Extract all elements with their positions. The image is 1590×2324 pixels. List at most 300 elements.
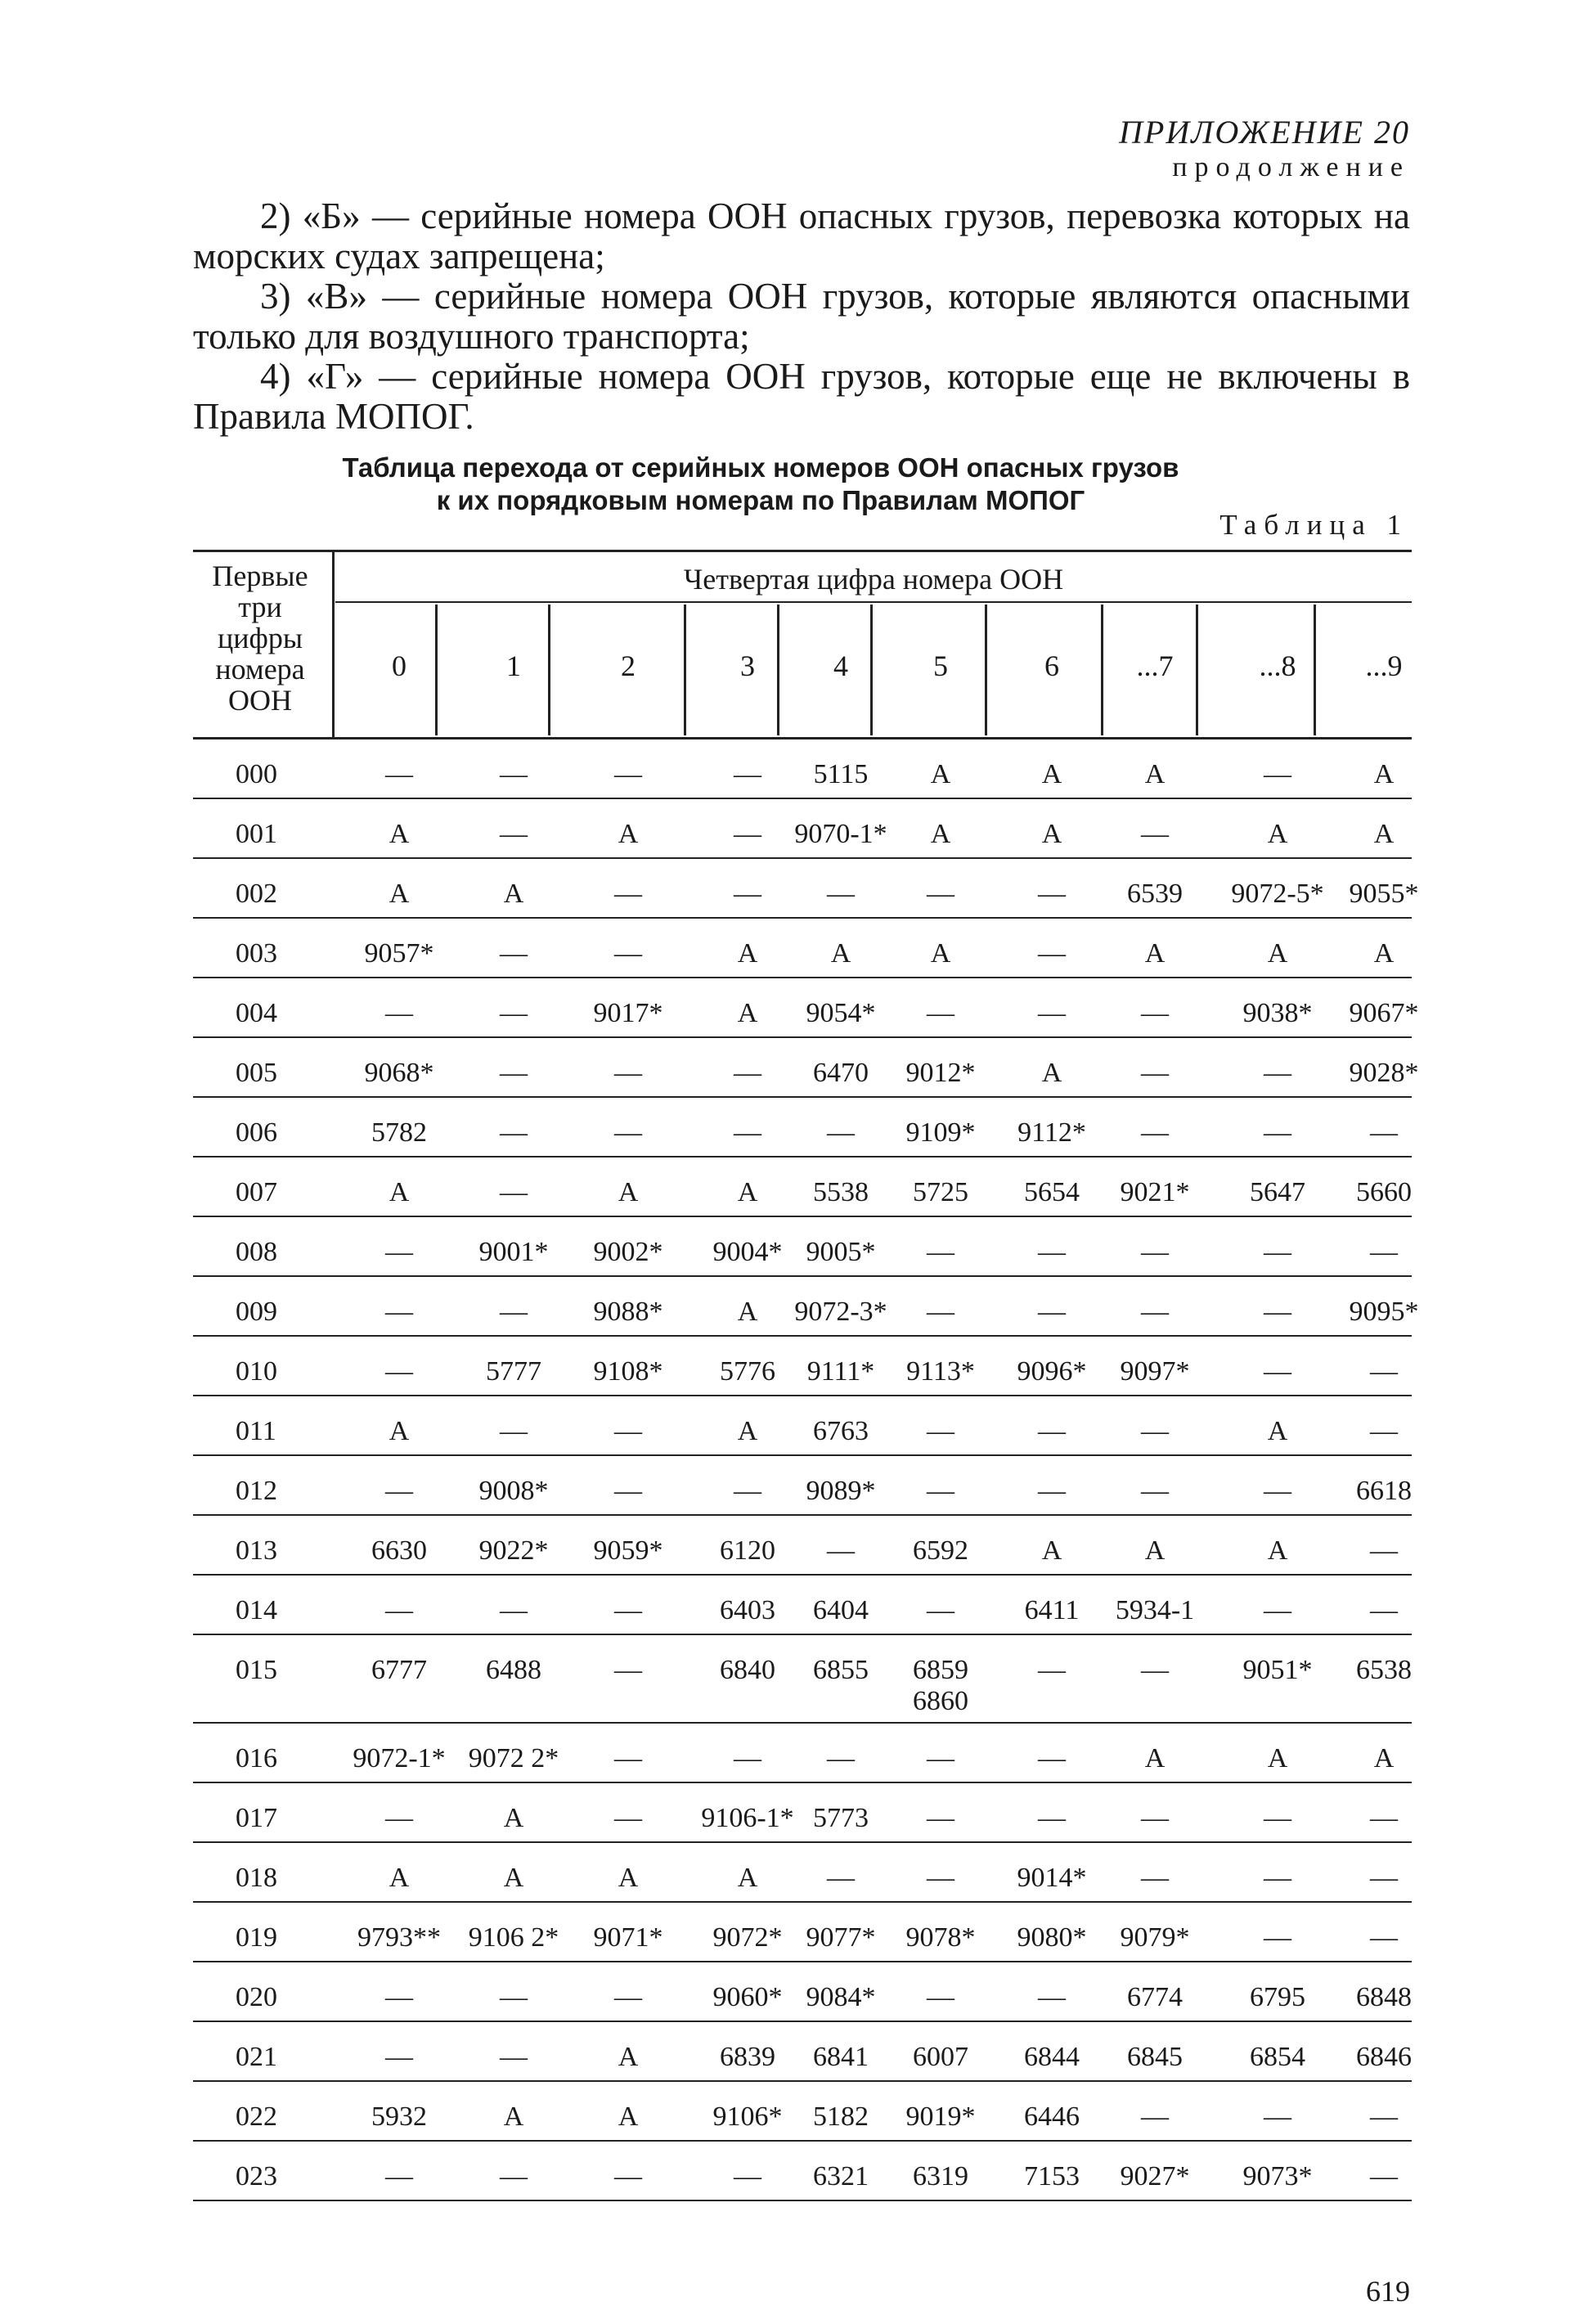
table-cell: — [1141, 1058, 1169, 1088]
row-prefix: 017 [236, 1803, 277, 1833]
table-cell: — [500, 819, 528, 849]
intro-paragraph: 3) «В» — серийные номера ООН грузов, которые являются опасными только для воздушного транспорта; [193, 276, 1410, 357]
table-cell: 5782 [371, 1117, 427, 1148]
table-cell: — [734, 1058, 761, 1088]
row-prefix: 002 [236, 879, 277, 909]
table-cell: 9051* [1242, 1655, 1313, 1685]
table-cell: 6446 [1024, 2101, 1080, 2132]
table-row [193, 799, 1412, 859]
table-cell: 9067* [1349, 998, 1419, 1028]
table-cell: 9070-1* [794, 819, 887, 849]
digit-header-6: 6 [1044, 650, 1059, 682]
table-cell: — [385, 1803, 413, 1833]
conversion-table [193, 550, 1419, 2201]
table-cell: — [1370, 1117, 1398, 1148]
table-cell: А [1144, 1535, 1166, 1566]
first-col-header [193, 560, 327, 716]
table-cell: 9113* [906, 1356, 975, 1387]
table-cell: А [618, 1863, 639, 1893]
table-cell: — [1264, 1595, 1291, 1625]
table-cell: — [1264, 1117, 1291, 1148]
table-cell: — [614, 1655, 642, 1685]
table-row [193, 1843, 1412, 1903]
table-cell: — [827, 1117, 855, 1148]
table-cell: 6538 [1356, 1655, 1412, 1685]
column-divider [777, 605, 779, 735]
table-cell: — [614, 2161, 642, 2191]
table-cell: А [1267, 938, 1288, 969]
table-cell: — [1141, 998, 1169, 1028]
digit-header-4: 4 [833, 650, 848, 682]
table-cell: А [737, 1863, 758, 1893]
table-cell: — [614, 759, 642, 789]
table-cell: — [1141, 1476, 1169, 1506]
table-cell: 9088* [593, 1297, 663, 1327]
table-cell: А [389, 1863, 410, 1893]
table-cell: — [734, 759, 761, 789]
table-cell: — [500, 2161, 528, 2191]
table-cell: 9021* [1120, 1177, 1190, 1207]
column-divider [1196, 605, 1198, 735]
table-cell: 6403 [720, 1595, 775, 1625]
table-cell: — [1264, 1237, 1291, 1267]
table-cell: — [385, 1297, 413, 1327]
table-cell: — [614, 1058, 642, 1088]
table-cell: А [1373, 759, 1395, 789]
table-cell: — [1370, 1237, 1398, 1267]
table-cell: — [1141, 1416, 1169, 1446]
table-cell: А [737, 938, 758, 969]
table-cell: 9793** [357, 1922, 441, 1953]
row-prefix: 009 [236, 1297, 277, 1327]
table-cell: — [385, 2161, 413, 2191]
table-cell: 6470 [813, 1058, 869, 1088]
table-cell: — [385, 998, 413, 1028]
table-cell: — [614, 1595, 642, 1625]
table-cell: — [927, 1297, 954, 1327]
table-cell: 9072-1* [353, 1743, 446, 1773]
table-row [193, 919, 1412, 978]
table-cell: А [1267, 1535, 1288, 1566]
table-cell: 9078* [905, 1922, 976, 1953]
table-caption-line: Таблица перехода от серийных номеров ООН опасных грузов [342, 452, 1179, 483]
table-cell: А [1144, 938, 1166, 969]
table-cell: — [385, 759, 413, 789]
column-divider [870, 605, 873, 735]
table-cell: — [927, 998, 954, 1028]
table-cell: А [1041, 759, 1062, 789]
table-cell: — [1370, 2101, 1398, 2132]
table-row [193, 1337, 1412, 1396]
table-row [193, 1903, 1412, 1962]
table-cell: 9111* [806, 1356, 875, 1387]
table-row [193, 1962, 1412, 2022]
table-cell: — [1141, 1297, 1169, 1327]
column-divider [985, 605, 987, 735]
table-cell: — [1038, 998, 1066, 1028]
table-cell: — [827, 1535, 855, 1566]
table-cell: 6855 [813, 1655, 869, 1685]
table-cell: 6795 [1250, 1982, 1305, 2012]
table-cell: 6846 [1356, 2042, 1412, 2072]
table-cell: 5115 [813, 759, 869, 789]
digit-header-5: 5 [933, 650, 948, 682]
table-cell: А [1267, 819, 1288, 849]
table-cell: 5647 [1250, 1177, 1305, 1207]
table-cell: 6007 [913, 2042, 968, 2072]
table-cell: А [737, 1416, 758, 1446]
table-cell: 6854 [1250, 2042, 1305, 2072]
table-cell: А [618, 819, 639, 849]
row-prefix: 007 [236, 1177, 277, 1207]
table-cell: — [614, 879, 642, 909]
intro-paragraph: 2) «Б» — серийные номера ООН опасных грузов, перевозка которых на морских судах запрещена; [193, 196, 1410, 276]
table-cell: А [737, 1297, 758, 1327]
table-cell: — [927, 879, 954, 909]
table-cell: 5934-1 [1115, 1595, 1195, 1625]
table-cell: — [1141, 1803, 1169, 1833]
table-cell: — [927, 1416, 954, 1446]
table-cell: А [830, 938, 851, 969]
row-prefix: 013 [236, 1535, 277, 1566]
table-cell: 9060* [712, 1982, 783, 2012]
table-caption [278, 452, 1243, 517]
digit-header-2: 2 [621, 650, 636, 682]
row-prefix: 004 [236, 998, 277, 1028]
table-cell: 9089* [806, 1476, 876, 1506]
table-cell: 5654 [1024, 1177, 1080, 1207]
table-cell: 9109* [905, 1117, 976, 1148]
table-cell: 9004* [712, 1237, 783, 1267]
table-cell: — [1370, 1356, 1398, 1387]
row-prefix: 020 [236, 1982, 277, 2012]
table-cell: 9112* [1017, 1117, 1086, 1148]
row-prefix: 011 [236, 1416, 276, 1446]
header-rule [335, 601, 1412, 603]
table-cell: 9084* [806, 1982, 876, 2012]
table-cell: — [1370, 1595, 1398, 1625]
table-row [193, 1217, 1412, 1277]
row-prefix: 008 [236, 1237, 277, 1267]
table-cell: А [389, 1416, 410, 1446]
table-cell: А [930, 938, 951, 969]
first-col-header-line: три [238, 591, 282, 623]
table-cell: — [1370, 2161, 1398, 2191]
table-cell: — [1370, 1416, 1398, 1446]
table-cell: 9014* [1017, 1863, 1087, 1893]
table-cell: — [827, 1743, 855, 1773]
row-prefix: 006 [236, 1117, 277, 1148]
table-cell: — [1264, 759, 1291, 789]
table-cell [883, 1655, 998, 1717]
row-prefix: 010 [236, 1356, 277, 1387]
table-cell: А [618, 2042, 639, 2072]
table-cell: — [927, 1476, 954, 1506]
table-cell: А [1373, 819, 1395, 849]
table-row [193, 1576, 1412, 1635]
table-cell: — [734, 819, 761, 849]
table-cell: 6845 [1127, 2042, 1183, 2072]
table-cell: — [500, 1297, 528, 1327]
table-row [193, 1277, 1419, 1337]
table-row [193, 1038, 1419, 1098]
table-cell: 5932 [371, 2101, 427, 2132]
table-row [193, 1783, 1412, 1843]
table-cell: А [618, 2101, 639, 2132]
table-cell: 9012* [905, 1058, 976, 1088]
table-row [193, 1635, 1412, 1724]
table-cell: 9106-1* [701, 1803, 794, 1833]
table-cell: — [927, 1803, 954, 1833]
table-cell: — [500, 1058, 528, 1088]
digit-header-3: 3 [740, 650, 755, 682]
cell-line: 6860 [913, 1686, 968, 1716]
table-cell: 6839 [720, 2042, 775, 2072]
table-body [193, 739, 1419, 2201]
table-cell: 6840 [720, 1655, 775, 1685]
table-cell: — [734, 1476, 761, 1506]
table-cell: — [1264, 1863, 1291, 1893]
table-cell: — [1038, 1982, 1066, 2012]
table-header [193, 550, 1412, 739]
row-prefix: 001 [236, 819, 277, 849]
table-cell: 9017* [593, 998, 663, 1028]
table-cell: 9027* [1120, 2161, 1190, 2191]
first-col-header-line: Первые [212, 560, 308, 592]
table-cell: 6777 [371, 1655, 427, 1685]
table-cell: — [500, 1416, 528, 1446]
table-cell: 9077* [806, 1922, 876, 1953]
table-cell: — [1141, 1863, 1169, 1893]
table-cell: А [1267, 1416, 1288, 1446]
table-row [193, 1516, 1412, 1576]
table-row [193, 1456, 1412, 1516]
table-cell: 6630 [371, 1535, 427, 1566]
table-row [193, 2082, 1412, 2142]
table-cell: А [389, 819, 410, 849]
table-cell: — [1141, 1655, 1169, 1685]
table-cell: — [1038, 1476, 1066, 1506]
intro-text [193, 196, 1410, 437]
table-cell: 6411 [1024, 1595, 1080, 1625]
table-cell: 6844 [1024, 2042, 1080, 2072]
table-cell: — [927, 1982, 954, 2012]
table-cell: — [1264, 1356, 1291, 1387]
table-cell: 9005* [806, 1237, 876, 1267]
continuation-label: продолжение [1172, 152, 1410, 182]
table-cell: — [614, 1982, 642, 2012]
table-row [193, 2022, 1412, 2082]
table-cell: 5538 [813, 1177, 869, 1207]
table-cell: 6841 [813, 2042, 869, 2072]
table-row [193, 739, 1412, 799]
table-cell: — [927, 1863, 954, 1893]
table-cell: — [385, 1237, 413, 1267]
table-cell: А [737, 1177, 758, 1207]
digit-header-9: ...9 [1365, 650, 1403, 682]
table-cell: 9008* [478, 1476, 549, 1506]
table-cell: 9001* [478, 1237, 549, 1267]
table-cell: 9097* [1120, 1356, 1190, 1387]
table-cell: 9072-3* [794, 1297, 887, 1327]
table-cell: 5182 [813, 2101, 869, 2132]
table-cell: А [930, 819, 951, 849]
table-cell: А [1267, 1743, 1288, 1773]
table-cell: А [737, 998, 758, 1028]
table-cell: 9054* [806, 998, 876, 1028]
table-cell: 9068* [364, 1058, 434, 1088]
table-cell: — [734, 879, 761, 909]
table-cell: 7153 [1024, 2161, 1080, 2191]
table-cell: 5776 [720, 1356, 775, 1387]
table-cell: А [1373, 938, 1395, 969]
table-cell: А [930, 759, 951, 789]
table-cell: — [1038, 1297, 1066, 1327]
table-cell: 9002* [593, 1237, 663, 1267]
table-cell: 9072* [712, 1922, 783, 1953]
table-cell: — [1141, 2101, 1169, 2132]
row-prefix: 014 [236, 1595, 277, 1625]
table-cell: 6321 [813, 2161, 869, 2191]
table-cell: — [1264, 1803, 1291, 1833]
table-cell: 6618 [1356, 1476, 1412, 1506]
table-cell: — [614, 1803, 642, 1833]
table-cell: — [1370, 1922, 1398, 1953]
table-cell: — [827, 879, 855, 909]
table-cell: — [1264, 1297, 1291, 1327]
table-cell: 9071* [593, 1922, 663, 1953]
table-cell: 9072-5* [1231, 879, 1324, 909]
table-cell: — [1141, 1117, 1169, 1148]
table-cell: — [614, 1416, 642, 1446]
table-cell: — [734, 2161, 761, 2191]
row-prefix: 023 [236, 2161, 277, 2191]
table-cell: А [503, 2101, 524, 2132]
table-cell: — [500, 2042, 528, 2072]
row-prefix: 000 [236, 759, 277, 789]
column-divider [548, 605, 550, 735]
table-cell: — [385, 1982, 413, 2012]
table-cell: — [734, 1743, 761, 1773]
table-cell: А [389, 1177, 410, 1207]
table-cell: — [1141, 819, 1169, 849]
first-col-header-line: цифры [217, 622, 303, 654]
table-cell: — [927, 1743, 954, 1773]
table-cell: 6848 [1356, 1982, 1412, 2012]
table-row [193, 1396, 1412, 1456]
table-cell: — [500, 998, 528, 1028]
column-divider [435, 605, 438, 735]
table-cell: 9106 2* [468, 1922, 559, 1953]
table-cell: — [1038, 1803, 1066, 1833]
table-cell: — [1264, 1922, 1291, 1953]
row-prefix: 012 [236, 1476, 277, 1506]
page-number: 619 [1366, 2275, 1410, 2308]
row-prefix: 019 [236, 1922, 277, 1953]
table-cell: А [1041, 1535, 1062, 1566]
table-cell: А [503, 1863, 524, 1893]
table-cell: — [827, 1863, 855, 1893]
table-row [193, 1158, 1412, 1217]
table-cell: — [385, 1476, 413, 1506]
table-row [193, 859, 1419, 919]
table-cell: 9080* [1017, 1922, 1087, 1953]
table-cell: — [1038, 1743, 1066, 1773]
first-col-header-line: ООН [228, 684, 292, 717]
row-prefix: 022 [236, 2101, 277, 2132]
table-cell: 5773 [813, 1803, 869, 1833]
table-cell: — [385, 1356, 413, 1387]
table-cell: — [927, 1595, 954, 1625]
table-cell: 9106* [712, 2101, 783, 2132]
table-cell: 6539 [1127, 879, 1183, 909]
table-cell: А [389, 879, 410, 909]
table-cell: — [1370, 1863, 1398, 1893]
table-cell: А [503, 1803, 524, 1833]
table-cell: 9055* [1349, 879, 1419, 909]
table-cell: — [614, 1743, 642, 1773]
table-cell: 9079* [1120, 1922, 1190, 1953]
row-prefix: 016 [236, 1743, 277, 1773]
table-cell: — [500, 1177, 528, 1207]
cell-line: 6859 [913, 1655, 968, 1685]
table-row [193, 2142, 1412, 2201]
row-prefix: 018 [236, 1863, 277, 1893]
table-cell: — [927, 1237, 954, 1267]
table-cell: — [734, 1117, 761, 1148]
row-prefix: 005 [236, 1058, 277, 1088]
digit-header-7: ...7 [1136, 650, 1174, 682]
table-cell: 6592 [913, 1535, 968, 1566]
table-cell: 9073* [1242, 2161, 1313, 2191]
table-caption-line: к их порядковым номерам по Правилам МОПОГ [436, 485, 1085, 515]
table-cell: 6488 [486, 1655, 541, 1685]
table-cell: — [1264, 1058, 1291, 1088]
header-separator [332, 552, 335, 737]
table-cell: — [1370, 1535, 1398, 1566]
table-cell: 9072 2* [468, 1743, 559, 1773]
digit-header-8: ...8 [1259, 650, 1296, 682]
table-cell: — [500, 759, 528, 789]
table-cell: — [1264, 1476, 1291, 1506]
table-cell: 5660 [1356, 1177, 1412, 1207]
table-cell: — [1038, 1655, 1066, 1685]
table-cell: А [1041, 819, 1062, 849]
table-cell: — [1038, 938, 1066, 969]
table-cell: 9019* [905, 2101, 976, 2132]
table-cell: — [500, 938, 528, 969]
column-divider [1101, 605, 1103, 735]
row-prefix: 015 [236, 1655, 277, 1685]
table-cell: — [1038, 879, 1066, 909]
table-label: Таблица 1 [1219, 509, 1408, 541]
table-cell: 9059* [593, 1535, 663, 1566]
table-cell: — [614, 1476, 642, 1506]
fourth-digit-header: Четвертая цифра номера ООН [683, 563, 1064, 596]
table-cell: 5777 [486, 1356, 541, 1387]
table-row [193, 978, 1419, 1038]
table-cell: А [1041, 1058, 1062, 1088]
table-cell: — [500, 1982, 528, 2012]
table-cell: — [500, 1595, 528, 1625]
table-cell: — [1038, 1237, 1066, 1267]
table-cell: — [614, 938, 642, 969]
row-prefix: 021 [236, 2042, 277, 2072]
table-cell: — [500, 1117, 528, 1148]
table-cell: — [1264, 2101, 1291, 2132]
digit-header-0: 0 [392, 650, 406, 682]
table-cell: 9096* [1017, 1356, 1087, 1387]
